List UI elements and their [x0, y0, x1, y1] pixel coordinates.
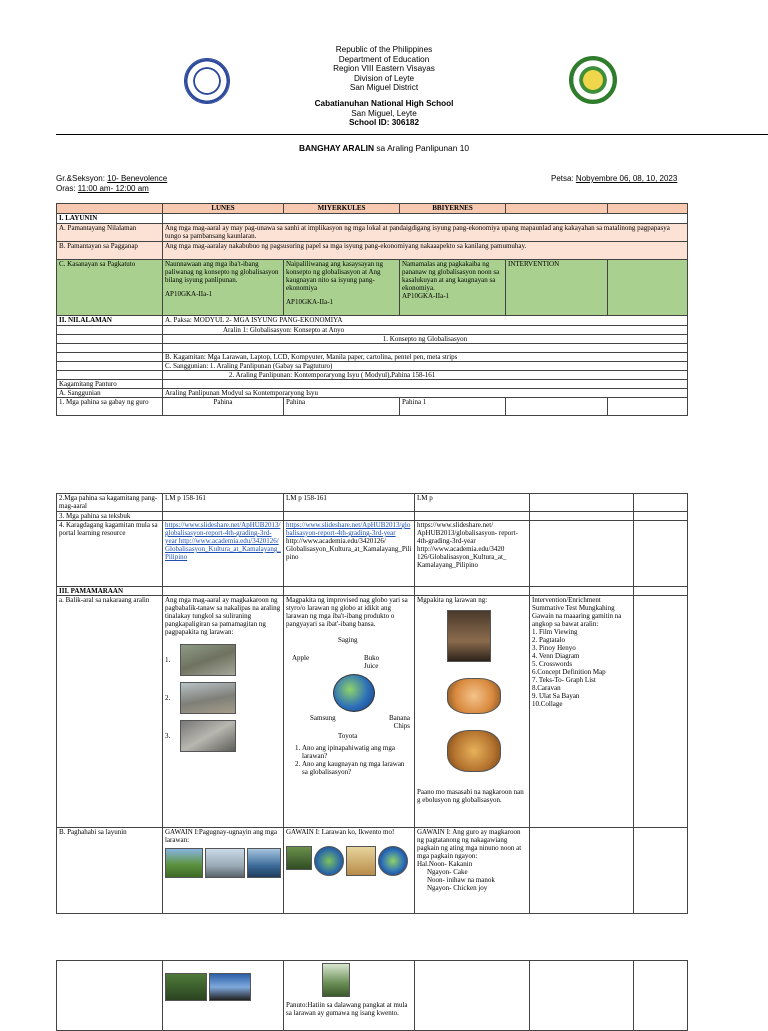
kasanayan-biyernes: Namamalas ang pagkakaiba ng pananaw ng globalisasyon noon sa kasalukuyan at ang kaugnayan sa ekonomiya.	[402, 260, 500, 292]
intervention-item-10: 10.Collage	[532, 700, 563, 708]
panuto-text: Panuto:Hatiin sa dalawang pangkat at mula sa larawan ay gumawa ng isang kwento.	[286, 1001, 408, 1017]
intervention-item-9: 9. Ulat Sa Bayan	[532, 692, 580, 700]
pahina-biyernes: Pahina 1	[400, 398, 506, 416]
code-biyernes: AP10GKA-IIa-1	[402, 292, 450, 300]
lesson-plan-title: BANGHAY ARALIN	[298, 143, 375, 153]
sanggunian-2-text: 2. Araling Panlipunan: Kontemporaryong Isyu ( Modyul),Pahina 158-161	[163, 371, 688, 380]
day-header-miyerkules: MIYERKULES	[284, 204, 400, 214]
lm-biyernes: LM p	[415, 494, 530, 512]
intervention-item-1: 1. Film Viewing	[532, 628, 578, 636]
lesson-table-3	[56, 960, 688, 1031]
globe-image	[333, 674, 375, 712]
globe-label-samsung: Samsung	[310, 714, 336, 722]
globe-label-banana: Banana Chips	[389, 714, 410, 730]
date-label: Petsa:	[551, 174, 574, 183]
image-number-3: 3.	[165, 732, 171, 740]
kagamitang-panturo-label: Kagamitang Panturo	[57, 380, 163, 389]
paghahabi-biyernes: GAWAIN I: Ang guro ay magkaroon ng pagtatanong ng nakagawiang pagkain ng ating mga ninuno noon at mga pagkain ngayon:	[417, 828, 522, 860]
paghahabi-lunes: GAWAIN I:Pagugnay-ugnayin ang mga larawan:	[165, 828, 277, 844]
balik-aral-biyernes-question: Paano mo masasabi na nagkaroon nan g ebolusyon ng globalisasyon.	[417, 788, 524, 804]
school-address: San Miguel, Leyte	[351, 108, 417, 118]
pamantayan-pagganap-text: Ang mga mag-aaralay nakabubuo ng pagsusuring papel sa mga isyung pang-ekonomiyang nakaaapekto sa kanilang pamumuhay.	[163, 242, 688, 260]
pahina-lunes: Pahina	[163, 398, 284, 416]
konsepto-text: 1. Konsepto ng Globalisasyon	[163, 335, 688, 344]
pamantayang-nilalaman-label: A. Pamantayang Nilalaman	[57, 224, 163, 242]
flood-debris-photo	[180, 720, 236, 752]
header-line-4: Division of Leyte	[353, 73, 415, 83]
pamantayang-nilalaman-text: Ang mga mag-aaral ay may pag-unawa sa sanhi at implikasyon ng mga lokal at pandaigdigang isyung pang-ekonomiya upang mapaunlad ang kakayahan sa matalinong pagpapasya tungo sa pambansang kaunlaran.	[163, 224, 688, 242]
header-line-5: San Miguel District	[349, 83, 419, 93]
a-sanggunian-label: A. Sanggunian	[57, 389, 163, 398]
halimbawa-4: Ngayon- Chicken joy	[427, 884, 488, 892]
lm-lunes: LM p 158-161	[163, 494, 284, 512]
kakanin-photo	[447, 678, 501, 714]
kasanayan-miyerkules: Naipaliliwanag ang kasaysayan ng konsepto ng globalisasyon at Ang kaugnayan nito sa isyung pang-ekonomiya	[286, 260, 383, 292]
intervention-title: Intervention/Enrichment Summative Test Mungkahing Gawain na maaaring gamitin na angkop sa bawat aralin:	[532, 596, 622, 628]
resource-link-miyerkules-slideshare[interactable]: https://www.slideshare.net/ApHUB2013/globalisasyon-report-4th-grading-3rd-year	[286, 521, 411, 537]
earth-photo	[378, 846, 408, 876]
farm-photo	[165, 848, 203, 878]
school-id: School ID: 306182	[348, 118, 420, 128]
balik-aral-lunes: Ang mga mag-aaral ay magkakaroon ng pagbabalik-tanaw sa nakalipas na araling tinalakay tungkol sa suliraning pangkapaligiran sa pamamagitan ng pagpapakita ng larawan:	[165, 596, 281, 636]
landslide-photo	[180, 644, 236, 676]
section-nilalaman: II. NILALAMAN	[57, 316, 163, 326]
halimbawa-1: Hal.Noon- Kakanin	[417, 860, 473, 868]
kagamitang-pang-mag-aaral-label: 2.Mga pahina sa kagamitang pang-mag-aaral	[57, 494, 163, 512]
question-1: 1. Ano ang ipinapahiwatig ang mga larawan?	[302, 744, 412, 760]
intervention-item-6: 6.Concept Definition Map	[532, 668, 606, 676]
image-number-1: 1.	[165, 656, 171, 664]
intervention-header: INTERVENTION	[506, 260, 608, 316]
grade-label: Gr.&Seksyon:	[56, 174, 105, 183]
header-divider	[56, 134, 768, 135]
intervention-item-7: 7. Teks-To- Graph List	[532, 676, 596, 684]
globe-label-apple: Apple	[292, 654, 310, 662]
plant-photo	[322, 963, 350, 997]
pahina-miyerkules: Pahina	[284, 398, 400, 416]
globe-photo	[314, 846, 344, 876]
balik-aral-miyerkules: Magpakita ng improvised nag globo yari sa styro/o larawan ng globo at idikit ang larawan ng mga iba't-ibang produkto o pangyayari sa ibat'-ibang bansa.	[286, 596, 408, 628]
code-lunes: AP10GKA-IIa-1	[165, 290, 213, 298]
lesson-table-2	[56, 493, 688, 914]
question-2: 2. Ano ang kaugnayan ng mga larawan sa globalisasyon?	[302, 760, 412, 776]
pahina-gabay-label: 1. Mga pahina sa gabay ng guro	[57, 398, 163, 416]
paghahabi-miyerkules: GAWAIN I: Larawan ko, Ikwento mo!	[286, 828, 395, 836]
header-line-1: Republic of the Philippines	[335, 45, 433, 54]
resource-link-biyernes-slideshare[interactable]: https://www.slideshare.net/ ApHUB2013/globalisasyon- report-4th-grading-3rd-year	[417, 521, 518, 545]
day-header-lunes: LUNES	[163, 204, 284, 214]
date-value: Nobyembre 06, 08, 10, 2023	[575, 174, 678, 183]
laptop-photo	[209, 973, 251, 1001]
intervention-item-3: 3. Pinoy Henyo	[532, 644, 576, 652]
image-number-2: 2.	[165, 694, 171, 702]
globe-label-buko: Buko Juice	[364, 654, 380, 670]
bibingka-photo	[447, 730, 501, 772]
a-sanggunian-text: Araling Panlipunan Modyul sa Kontemporaryong Isyu	[163, 389, 688, 398]
time-label: Oras:	[56, 184, 76, 193]
portrait-photo	[447, 610, 491, 662]
time-value: 11:00 am- 12:00 am	[77, 184, 149, 193]
pamantayan-pagganap-label: B. Pamantayan sa Pagganap	[57, 242, 163, 260]
aralin-text: Aralin 1: Globalisasyon: Konsepto at Anyo	[163, 326, 688, 335]
world-map-photo	[346, 846, 376, 876]
kasanayan-label: C. Kasanayan sa Pagkatuto	[57, 260, 163, 316]
intervention-item-8: 8.Caravan	[532, 684, 561, 692]
lesson-plan-subject: sa Araling Panlipunan 10	[374, 143, 470, 153]
header-line-2: Department of Education	[338, 54, 430, 64]
ship-photo	[247, 848, 281, 878]
code-miyerkules: AP10GKA-IIa-1	[286, 298, 334, 306]
halimbawa-3: Noon- inihaw na manok	[427, 876, 495, 884]
balik-aral-biyernes: Mgpakita ng larawan ng:	[417, 596, 488, 604]
section-pamamaraan: III. PAMAMARAAN	[57, 587, 163, 596]
balik-aral-label: a. Balik-aral sa nakaraang aralin	[57, 596, 163, 828]
intervention-item-2: 2. Pagtatalo	[532, 636, 566, 644]
school-name: Cabatianuhan National High School	[314, 98, 454, 108]
workers-photo	[165, 973, 207, 1001]
kasanayan-lunes: Naunnawaan ang mga iba't-ibang paliwanag ng konsepto ng globalisasyon bilang isyung panlipunan.	[165, 260, 279, 284]
sanggunian-1-text: C. Sanggunian: 1. Araling Panlipunan (Gabay sa Pagtuturo)	[163, 362, 688, 371]
paksa-text: A. Paksa: MODYUL 2- MGA ISYUNG PANG-EKONOMIYA	[163, 316, 688, 326]
teksbuk-label: 3. Mga pahina sa teksbuk	[57, 512, 163, 521]
lesson-table-1	[56, 203, 688, 416]
kagamitan-text: B. Kagamitan: Mga Larawan, Laptop, LCD, Kompyuter, Manila paper, cartolina, pentel pen, meta strips	[163, 353, 688, 362]
resource-link-lunes[interactable]: https://www.slideshare.net/ApHUB2013/globalisasyon-report-4th-grading-3rd-year http://www.academia.edu/3420126/ Globalisasyon_Kultura_at_Kamalayang_Pilipino	[163, 521, 284, 587]
intervention-item-5: 5. Crosswords	[532, 660, 573, 668]
grade-value: 10- Benevolence	[107, 174, 168, 183]
market-photo	[286, 846, 312, 870]
day-header-biyernes: BBIYERNES	[400, 204, 506, 214]
portal-resource-label: 4. Karagdagang kagamitan mula sa portal learning resource	[57, 521, 163, 587]
paghahabi-label: B. Paghahabi sa layunin	[57, 828, 163, 914]
garbage-dump-photo	[180, 682, 236, 714]
resource-link-biyernes-academia[interactable]: http://www.academia.edu/3420 126/Globalisasyon_Kultura_at_ Kamalayang_Pilipino	[417, 545, 507, 569]
halimbawa-2: Ngayon- Cake	[427, 868, 468, 876]
resource-link-miyerkules-academia[interactable]: http://www.academia.edu/3420126/ Globalisasyon_Kultura_at_Kamalayang_Pilipino	[286, 537, 412, 561]
globe-label-saging: Saging	[338, 636, 358, 644]
crane-photo	[205, 848, 245, 878]
lm-miyerkules: LM p 158-161	[284, 494, 415, 512]
intervention-item-4: 4. Venn Diagram	[532, 652, 580, 660]
section-layunin: I. LAYUNIN	[57, 214, 163, 224]
globe-label-toyota: Toyota	[338, 732, 358, 740]
header-line-3: Region VIII Eastern Visayas	[333, 64, 435, 74]
